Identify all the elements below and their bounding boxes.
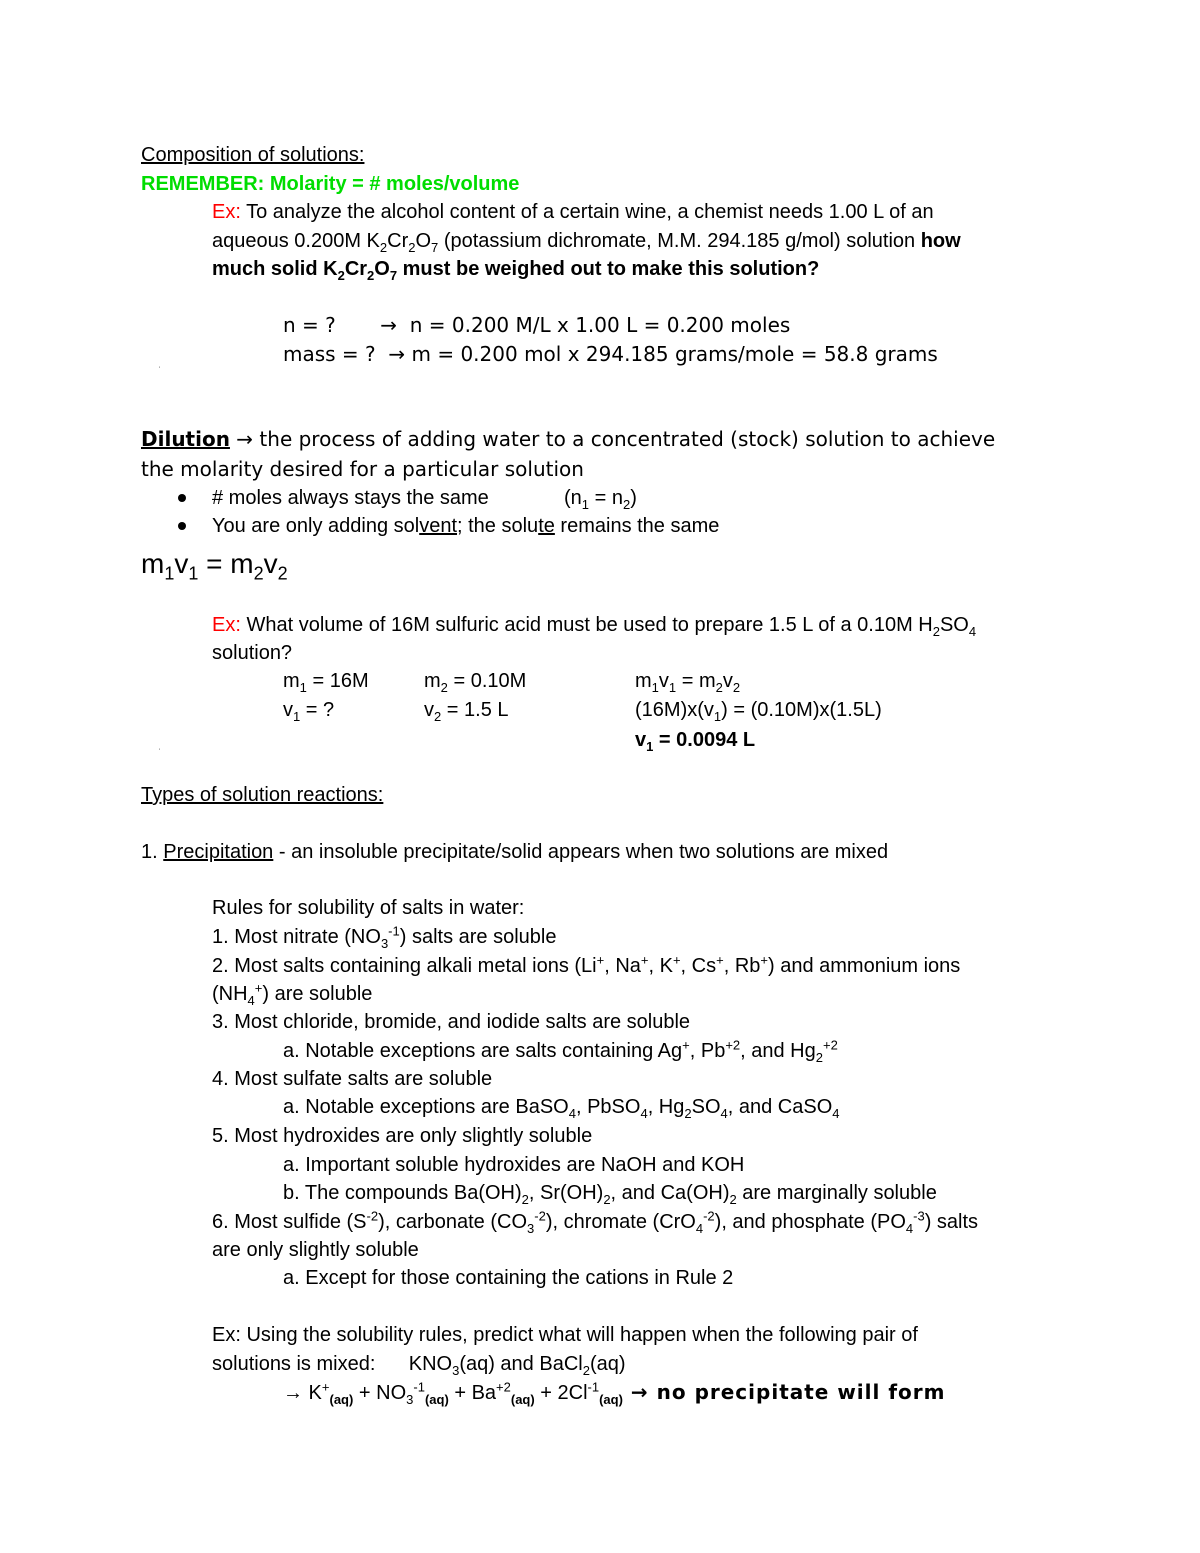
bullet-icon xyxy=(178,494,186,502)
margin-mark: ˈ xyxy=(158,748,162,759)
dilution-term: Dilution xyxy=(141,427,230,451)
bullet-solvent: You are only adding solvent; the solute remains the same xyxy=(212,515,720,537)
example-2-line-2: solution? xyxy=(212,642,293,664)
mass-calculation: mass = ? → m = 0.200 mol x 294.185 grams/mole = 58.8 grams xyxy=(283,342,938,366)
rule-2-line-1: 2. Most salts containing alkali metal ions (Li+, Na+, K+, Cs+, Rb+) and ammonium ions xyxy=(212,952,961,977)
dilution-formula: $m_1v_1 = m_2v_2$ xyxy=(141,548,288,584)
section-title-composition: Composition of solutions: xyxy=(141,144,365,166)
example-3-line-2: solutions is mixed: $KNO_3(aq)$ and BaCl$_2$(aq) xyxy=(212,1353,626,1378)
example-2-line-1: Ex: What volume of 16M sulfuric acid must be used to prepare 1.5 L of a 0.10M $H_2SO_4$ xyxy=(212,614,977,639)
rule-3: 3. Most chloride, bromide, and iodide salts are soluble xyxy=(212,1011,691,1033)
given-v1: $v_1$ = ? xyxy=(283,699,335,724)
equation-line-2: $(16M)x(v_1) = (0.10M)x(1.5L)$ xyxy=(635,699,882,724)
dilution-definition-line-1: Dilution → the process of adding water to a concentrated (stock) solution to achieve xyxy=(141,427,996,451)
rules-title: Rules for solubility of salts in water: xyxy=(212,897,525,919)
rule-5b: b. The compounds $Ba(OH)_2$, $Sr(OH)_2$, and $Ca(OH)_2$ are marginally soluble xyxy=(283,1182,937,1207)
given-v2: $v_2 = 1.5$ L xyxy=(424,699,509,724)
example-1-line-2: aqueous 0.200M $K_2Cr_2O_7$ (potassium dichromate, M.M. 294.185 g/mol) solution how xyxy=(212,230,961,255)
rule-4a: a. Notable exceptions are BaSO$_4$, PbSO$_4$, $Hg_2SO_4$, and CaSO$_4$ xyxy=(283,1096,840,1121)
rule-3a: a. Notable exceptions are salts containing Ag+, $Pb^{+2}$, and $Hg_2^{+2}$ xyxy=(283,1037,838,1065)
section-title-types: Types of solution reactions: xyxy=(141,784,384,806)
example-text: To analyze the alcohol content of a certain wine, a chemist needs 1.00 L of an xyxy=(246,201,934,223)
example-3-line-1: Ex: Using the solubility rules, predict what will happen when the following pair of xyxy=(212,1324,918,1346)
equation-line-1: $m_1v_1 = m_2v_2$ xyxy=(635,670,741,695)
rule-2-line-2: $(NH_4^+)$ are soluble xyxy=(212,980,373,1008)
given-m2: $m_2 = 0.10M$ xyxy=(424,670,527,695)
rule-6-line-1: 6. Most sulfide $(S^{-2})$, carbonate $(CO_3^{-2})$, chromate (CrO$_4^{-2}$), and phosphate $(PO_4^{-3})$ salts xyxy=(212,1208,979,1236)
example-label: Ex: xyxy=(212,201,241,223)
rule-5a: a. Important soluble hydroxides are NaOH and KOH xyxy=(283,1154,745,1176)
moles-calculation: n = ? → n = 0.200 M/L x 1.00 L = 0.200 moles xyxy=(283,313,791,337)
given-m1: $m_1 = 16M$ xyxy=(283,670,369,695)
example-1-line-1 xyxy=(212,199,934,225)
rule-5: 5. Most hydroxides are only slightly soluble xyxy=(212,1125,593,1147)
bullet-moles: # moles always stays the same xyxy=(212,487,489,509)
bullet-moles-formula: $(n_1 = n_2)$ xyxy=(564,487,637,512)
rule-6-line-2: are only slightly soluble xyxy=(212,1239,419,1261)
rule-4: 4. Most sulfate salts are soluble xyxy=(212,1068,493,1090)
margin-mark: ˈ xyxy=(158,366,162,377)
example-label: Ex: xyxy=(212,614,241,636)
dilution-answer: $v_1 = 0.0094$ L xyxy=(635,729,756,754)
answer-conclusion: → no precipitate will form xyxy=(622,1380,946,1404)
bullet-icon xyxy=(178,522,186,530)
rule-6a: a. Except for those containing the cations in Rule 2 xyxy=(283,1267,734,1289)
dilution-definition-line-2: the molarity desired for a particular solution xyxy=(141,457,584,481)
example-1-question: much solid $K_2Cr_2O_7$ must be weighed out to make this solution? xyxy=(212,258,820,283)
remember-note: REMEMBER: Molarity = # moles/volume xyxy=(141,173,520,195)
example-3-answer: → $K^+_{(aq)} + NO_3^{-1}_{(aq)} + Ba^{+2}_{(aq)} + 2Cl^{-1}_{(aq)}$ → no precipitate will form xyxy=(283,1379,946,1407)
rule-1: 1. Most nitrate $(NO_3^{-1})$ salts are soluble xyxy=(212,923,557,951)
precipitation-definition: 1. Precipitation - an insoluble precipitate/solid appears when two solutions are mixed xyxy=(141,841,889,863)
